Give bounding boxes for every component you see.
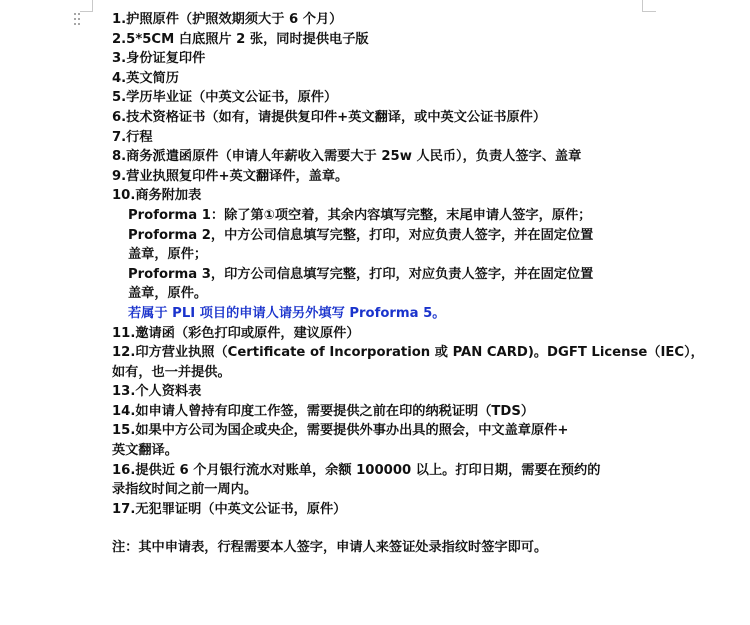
list-item: 12.印方营业执照（Certificate of Incorporation 或 PAN CARD)。DGFT License（IEC）， <box>112 345 704 361</box>
requirements-list <box>112 10 704 558</box>
list-item: 9.营业执照复印件+英文翻译件，盖章。 <box>112 168 349 184</box>
list-item: 16.提供近 6 个月银行流水对账单，余额 100000 以上。打印日期，需要在预约的 <box>112 462 601 478</box>
list-item: 英文翻译。 <box>112 443 178 459</box>
list-item: 6.技术资格证书（如有，请提供复印件+英文翻译，或中英文公证书原件） <box>112 109 547 125</box>
footnote: 注：其中申请表，行程需要本人签字，申请人来签证处录指纹时签字即可。 <box>112 540 548 556</box>
drag-handle-icon[interactable] <box>74 12 82 26</box>
list-item: 13.个人资料表 <box>112 384 202 400</box>
list-item: 3.身份证复印件 <box>112 51 206 67</box>
proforma-item: 盖章，原件； <box>128 247 208 263</box>
pli-note: 若属于 PLI 项目的申请人请另外填写 Proforma 5。 <box>128 305 446 321</box>
list-item: 15.如果中方公司为国企或央企，需要提供外事办出具的照会，中文盖章原件+ <box>112 423 569 439</box>
list-item: 5.学历毕业证（中英文公证书，原件） <box>112 90 338 106</box>
list-item: 14.如申请人曾持有印度工作签，需要提供之前在印的纳税证明（TDS） <box>112 403 535 419</box>
list-item: 如有，也一并提供。 <box>112 364 231 380</box>
list-item: 7.行程 <box>112 129 153 145</box>
list-item: 11.邀请函（彩色打印或原件，建议原件） <box>112 325 360 341</box>
proforma-item: Proforma 1：除了第①项空着，其余内容填写完整，末尾申请人签字，原件； <box>128 207 592 223</box>
list-item: 17.无犯罪证明（中英文公证书，原件） <box>112 501 347 517</box>
proforma-item: 盖章，原件。 <box>128 286 208 302</box>
list-item: 8.商务派遣函原件（申请人年薪收入需要大于 25w 人民币），负责人签字、盖章 <box>112 149 582 165</box>
list-item: 1.护照原件（护照效期须大于 6 个月） <box>112 12 343 27</box>
proforma-item: Proforma 2，中方公司信息填写完整，打印，对应负责人签字，并在固定位置 <box>128 227 594 243</box>
list-item: 2.5*5CM 白底照片 2 张，同时提供电子版 <box>112 31 369 47</box>
list-item: 录指纹时间之前一周内。 <box>112 482 258 498</box>
list-item: 4.英文简历 <box>112 70 179 86</box>
list-item: 10.商务附加表 <box>112 188 202 204</box>
proforma-item: Proforma 3，印方公司信息填写完整，打印，对应负责人签字，并在固定位置 <box>128 266 594 282</box>
